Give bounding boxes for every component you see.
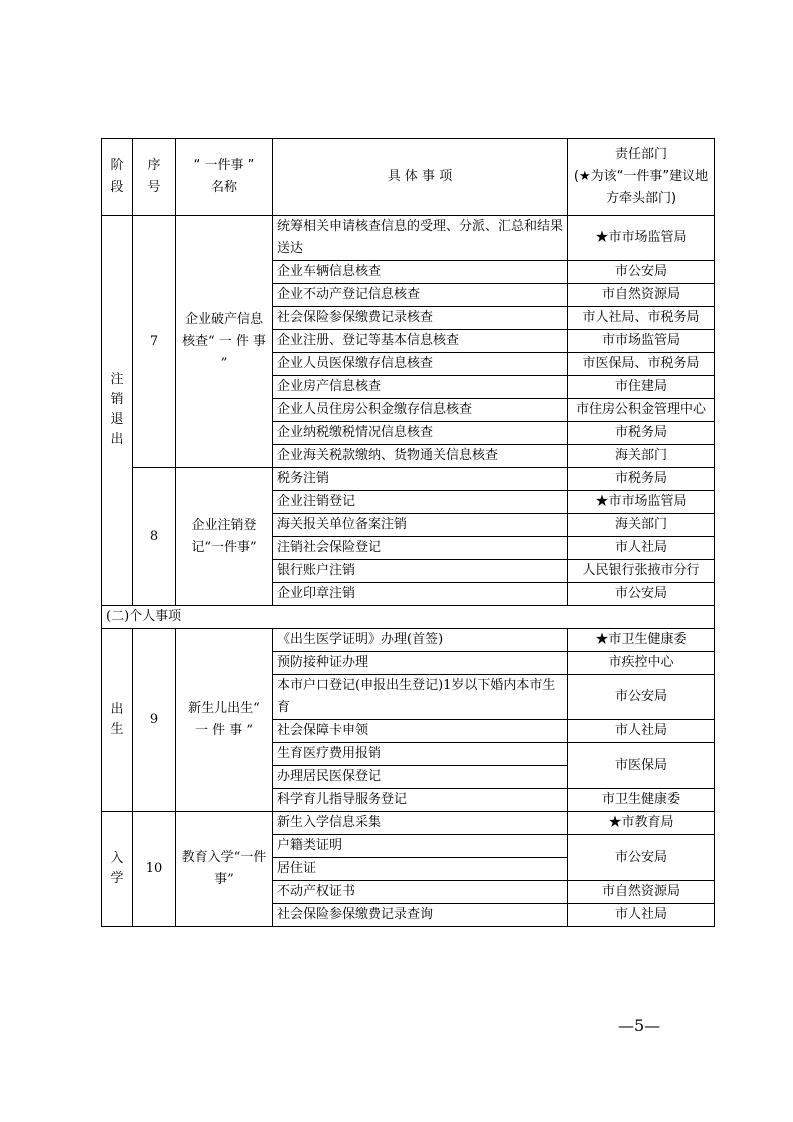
- table-row: [102, 812, 715, 835]
- item-cell: 企业注销登记: [273, 491, 568, 514]
- dept-cell: ★市卫生健康委: [568, 629, 715, 652]
- item-cell: 企业人员住房公积金缴存信息核查: [273, 399, 568, 422]
- header-seq: 序号: [133, 139, 176, 216]
- dept-cell: 海关部门: [568, 445, 715, 468]
- item-cell: 不动产权证书: [273, 881, 568, 904]
- item-cell: 预防接种证办理: [273, 652, 568, 675]
- item-cell: 办理居民医保登记: [273, 766, 568, 789]
- item-cell: 注销社会保险登记: [273, 537, 568, 560]
- item-cell: 企业人员医保缴存信息核查: [273, 353, 568, 376]
- item-cell: 科学育儿指导服务登记: [273, 789, 568, 812]
- matter-name-cell: 企业破产信息核查“ 一 件 事 ”: [176, 216, 273, 468]
- dept-cell: 市住房公积金管理中心: [568, 399, 715, 422]
- matter-name-cell: 企业注销登记“一件事”: [176, 468, 273, 606]
- header-name: “ 一件事 ” 名称: [176, 139, 273, 216]
- seq-cell: 9: [133, 629, 176, 812]
- dept-cell: 市公安局: [568, 675, 715, 720]
- section-title: (二)个人事项: [102, 606, 715, 629]
- page-number: —5—: [618, 1016, 661, 1035]
- dept-cell: 市人社局: [568, 720, 715, 743]
- stage-cell: 入学: [102, 812, 133, 927]
- table-row: [102, 216, 715, 261]
- table-row: [102, 629, 715, 652]
- item-cell: 社会保险参保缴费记录核查: [273, 307, 568, 330]
- dept-cell: ★市市场监管局: [568, 491, 715, 514]
- item-cell: 企业注册、登记等基本信息核查: [273, 330, 568, 353]
- matter-name-cell: 新生儿出生“ 一 件 事 ”: [176, 629, 273, 812]
- dept-cell: 市人社局: [568, 537, 715, 560]
- section-row: [102, 606, 715, 629]
- dept-cell: 市公安局: [568, 583, 715, 606]
- header-item: 具 体 事 项: [273, 139, 568, 216]
- stage-cell: 注销退出: [102, 216, 133, 606]
- dept-cell: 市疾控中心: [568, 652, 715, 675]
- item-cell: 海关报关单位备案注销: [273, 514, 568, 537]
- header-dept-note: (★为该“一件事”建议地方牵头部门): [573, 169, 709, 206]
- dept-cell: 海关部门: [568, 514, 715, 537]
- dept-cell: 人民银行张掖市分行: [568, 560, 715, 583]
- dept-cell: 市税务局: [568, 422, 715, 445]
- dept-cell: ★市市场监管局: [568, 216, 715, 261]
- dept-cell: 市人社局、市税务局: [568, 307, 715, 330]
- dept-cell: 市公安局: [568, 261, 715, 284]
- header-stage: 阶段: [102, 139, 133, 216]
- matters-table: [101, 138, 715, 927]
- item-cell: 企业车辆信息核查: [273, 261, 568, 284]
- item-cell: 银行账户注销: [273, 560, 568, 583]
- item-cell: 企业海关税款缴纳、货物通关信息核查: [273, 445, 568, 468]
- item-cell: 户籍类证明: [273, 835, 568, 858]
- item-cell: 企业纳税缴税情况信息核查: [273, 422, 568, 445]
- item-cell: 本市户口登记(申报出生登记)1岁以下婚内本市生育: [273, 675, 568, 720]
- dept-cell: 市医保局: [568, 743, 715, 789]
- item-cell: 企业印章注销: [273, 583, 568, 606]
- dept-cell: 市住建局: [568, 376, 715, 399]
- dept-cell: 市市场监管局: [568, 330, 715, 353]
- item-cell: 企业房产信息核查: [273, 376, 568, 399]
- table-row: [102, 468, 715, 491]
- item-cell: 社会保障卡申领: [273, 720, 568, 743]
- item-cell: 《出生医学证明》办理(首签): [273, 629, 568, 652]
- item-cell: 统筹相关申请核查信息的受理、分派、汇总和结果送达: [273, 216, 568, 261]
- seq-cell: 7: [133, 216, 176, 468]
- item-cell: 社会保险参保缴费记录查询: [273, 904, 568, 927]
- dept-cell: 市自然资源局: [568, 284, 715, 307]
- header-row: [102, 139, 715, 216]
- dept-cell: 市税务局: [568, 468, 715, 491]
- item-cell: 居住证: [273, 858, 568, 881]
- item-cell: 税务注销: [273, 468, 568, 491]
- dept-cell: 市人社局: [568, 904, 715, 927]
- dept-cell: 市公安局: [568, 835, 715, 881]
- item-cell: 新生入学信息采集: [273, 812, 568, 835]
- matter-name-cell: 教育入学“一件事”: [176, 812, 273, 927]
- stage-cell: 出生: [102, 629, 133, 812]
- dept-cell: 市医保局、市税务局: [568, 353, 715, 376]
- header-dept-title: 责任部门: [614, 147, 667, 162]
- item-cell: 生育医疗费用报销: [273, 743, 568, 766]
- seq-cell: 8: [133, 468, 176, 606]
- dept-cell: 市自然资源局: [568, 881, 715, 904]
- seq-cell: 10: [133, 812, 176, 927]
- dept-cell: ★市教育局: [568, 812, 715, 835]
- header-dept: [568, 139, 715, 216]
- item-cell: 企业不动产登记信息核查: [273, 284, 568, 307]
- dept-cell: 市卫生健康委: [568, 789, 715, 812]
